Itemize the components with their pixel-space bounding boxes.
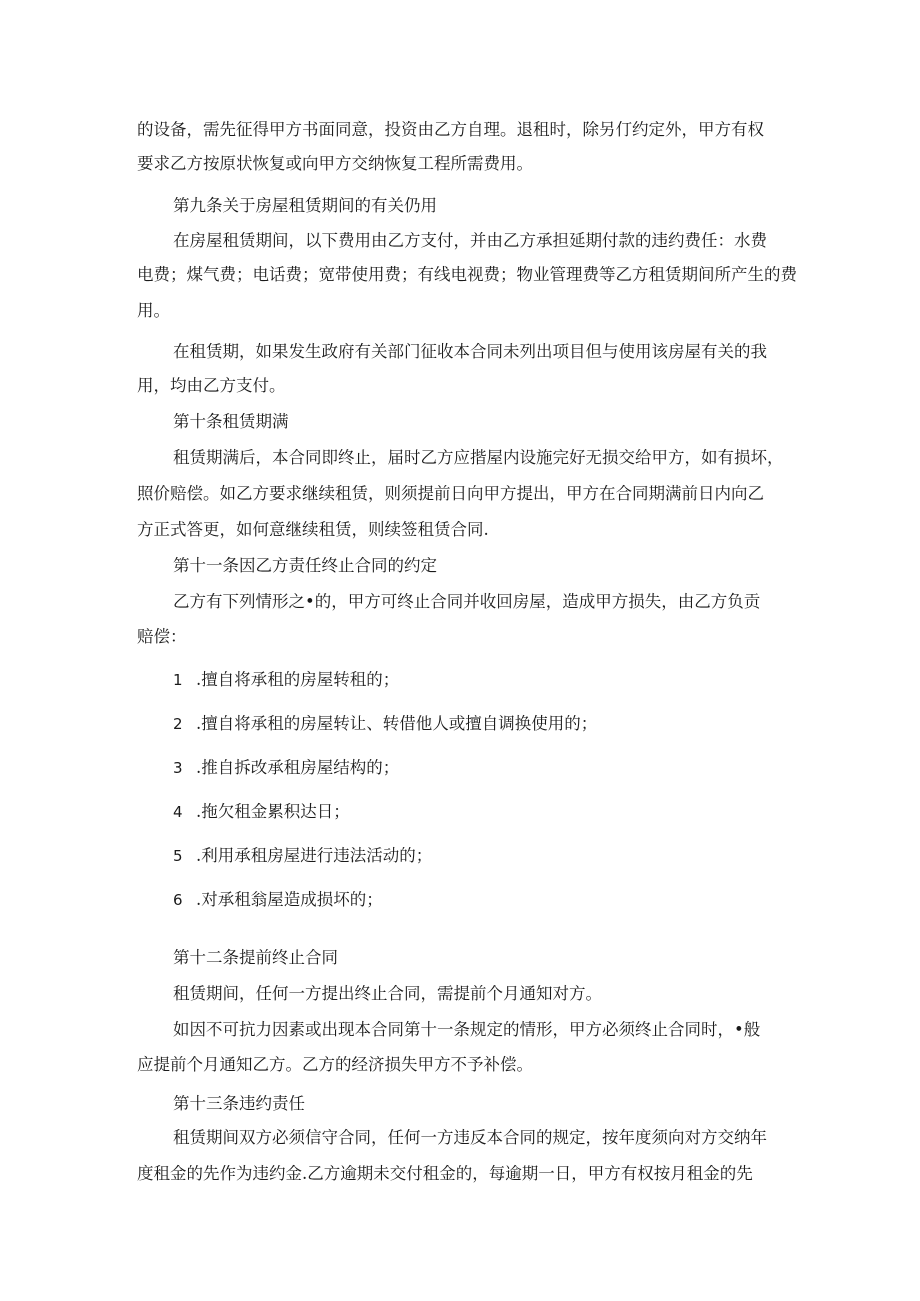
paragraph-line: 租赁期间双方必须信守合同，任何一方违反本合同的规定，按年度须向对方交纳年 xyxy=(173,1128,767,1147)
paragraph-line: 度租金的先作为违约金.乙方逾期未交付租金的，每逾期一日，甲方有权按月租金的先 xyxy=(137,1164,753,1183)
list-item-text: .对承租翁屋造成损坏的； xyxy=(196,890,383,909)
article-heading: 第十二条提前终止合同 xyxy=(173,948,338,967)
list-item-number: 2 xyxy=(173,715,183,733)
paragraph-line: 用，均由乙方支付。 xyxy=(137,376,286,395)
paragraph-line: 应提前个月通知乙方。乙方的经济损失甲方不予补偿。 xyxy=(137,1055,533,1074)
list-item-text: .擅自将承租的房屋转租的； xyxy=(196,670,400,689)
paragraph-line: 用。 xyxy=(137,301,170,320)
paragraph-line: 电费；煤气费；电话费；宽带使用费；有线电视费；物业管理费等乙方租赁期间所产生的费 xyxy=(137,265,797,284)
paragraph-line: 在房屋租赁期间，以下费用由乙方支付，并由乙方承担延期付款的违约费任：水费 xyxy=(173,231,767,250)
paragraph-line: 租赁期间，任何一方提出终止合同，需提前个月通知对方。 xyxy=(173,984,602,1003)
article-heading: 第九条关于房屋租赁期间的有关仍用 xyxy=(173,196,437,215)
paragraph-line: 的设备，需先征得甲方书面同意，投资由乙方自理。退租时，除另仃约定外，甲方有权 xyxy=(137,120,764,139)
paragraph-line: 乙方有下列情形之•的，甲方可终止合同并收回房屋，造成甲方损失，由乙方负贡 xyxy=(173,592,761,611)
list-item-text: .拖欠租金累积达日； xyxy=(196,802,350,821)
list-item-number: 4 xyxy=(173,803,183,821)
paragraph-line: 方正式答更，如何意继续租赁，则续签租赁合同. xyxy=(137,520,489,539)
list-item-number: 1 xyxy=(173,671,183,689)
list-item-number: 5 xyxy=(173,847,183,865)
list-item-text: .利用承租房屋进行违法活动的； xyxy=(196,846,433,865)
paragraph-line: 要求乙方按原状恢复或向甲方交纳恢复工程所需费用。 xyxy=(137,154,533,173)
list-item-number: 6 xyxy=(173,891,183,909)
list-item-text: .擅自将承租的房屋转让、转借他人或擅自调换使用的； xyxy=(196,714,598,733)
list-item-text: .推自拆改承租房屋结构的； xyxy=(196,758,400,777)
paragraph-line: 赔偿： xyxy=(137,627,187,646)
paragraph-line: 租赁期满后，本合同即终止，届时乙方应揩屋内设施完好无损交给甲方，如有损坏， xyxy=(173,448,784,467)
article-heading: 第十三条违约责任 xyxy=(173,1094,305,1113)
paragraph-line: 在租赁期，如果发生政府有关部门征收本合同未列出项目但与使用该房屋有关的我 xyxy=(173,342,767,361)
paragraph-line: 照价赔偿。如乙方要求继续租赁，则须提前日向甲方提出，甲方在合同期满前日内向乙 xyxy=(137,484,764,503)
paragraph-line: 如因不可抗力因素或出现本合同第十一条规定的情形，甲方必须终止合同时，•般 xyxy=(173,1020,761,1039)
list-item-number: 3 xyxy=(173,759,183,777)
article-heading: 第十一条因乙方责任终止合同的约定 xyxy=(173,556,437,575)
article-heading: 第十条租赁期满 xyxy=(173,412,289,431)
